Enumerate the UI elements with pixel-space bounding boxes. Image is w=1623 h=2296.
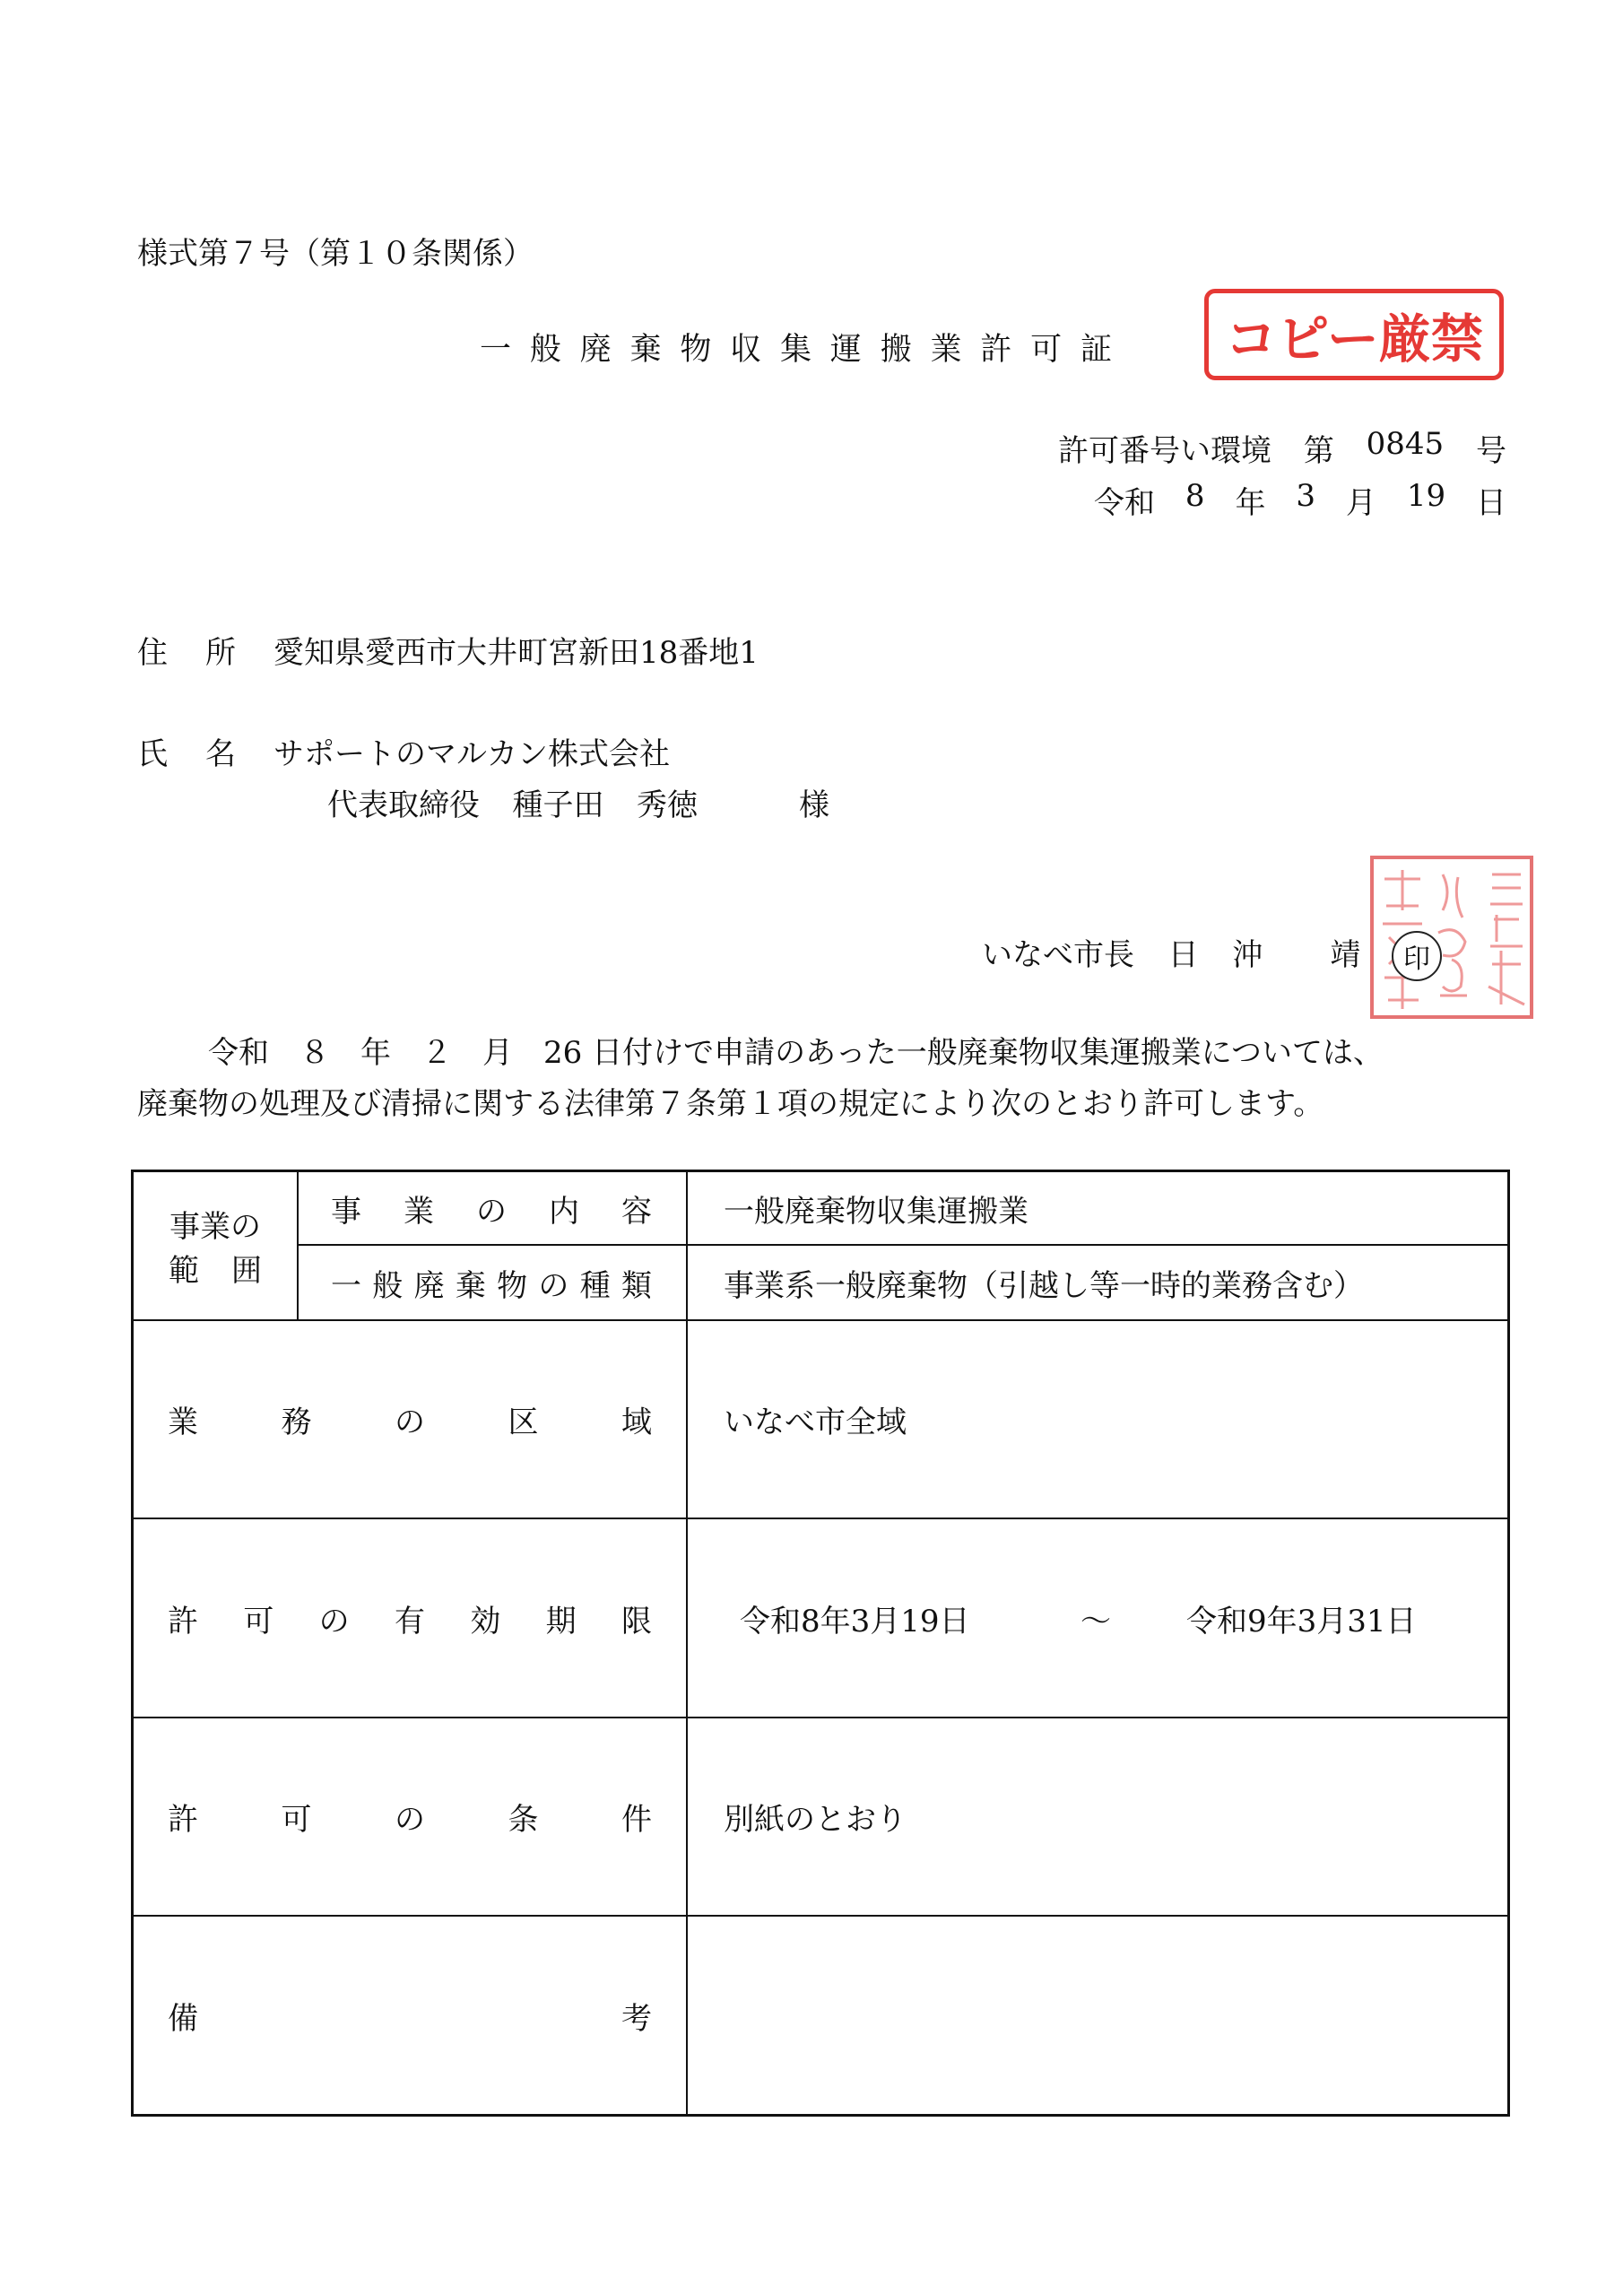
permit-number-value: 0845	[1366, 426, 1445, 462]
title-char: 物	[680, 332, 712, 368]
title-char: 搬	[880, 332, 912, 368]
title-char: 可	[1030, 332, 1063, 368]
label-char: の	[395, 1405, 425, 1440]
issue-date-month: 3	[1296, 478, 1315, 514]
label-char: 事	[331, 1193, 361, 1230]
table-row-label	[134, 1917, 686, 2114]
issuer-name-char: 靖	[1330, 937, 1361, 973]
company-name: サポートのマルカン株式会社	[273, 736, 670, 772]
issuer	[982, 930, 1445, 974]
permit-number-prefix: 許可番号い環境	[1058, 433, 1271, 469]
table-row-label	[297, 1172, 686, 1244]
permit-table	[131, 1170, 1510, 2117]
label-char: 有	[394, 1603, 425, 1639]
title-char: 集	[779, 332, 812, 368]
permit-number-go: 号	[1475, 433, 1506, 469]
issue-date-day-unit: 日	[1475, 485, 1506, 521]
city-seal-text: 三重県いなべ市長之印	[1367, 852, 1376, 853]
representative-title: 代表取締役	[327, 787, 480, 823]
title-char: 運	[829, 332, 862, 368]
body-text-line-1: 令和 ８ 年 ２ 月 26 日付けで申請のあった一般廃棄物収集運搬業については、	[208, 1035, 1384, 1071]
copy-prohibited-stamp: コピー厳禁	[1204, 289, 1504, 380]
label-char: 限	[621, 1603, 652, 1639]
validity-separator: ～	[1081, 1603, 1111, 1639]
label-char: 許	[168, 1603, 198, 1639]
label-char: 務	[281, 1405, 312, 1440]
label-char: 業	[404, 1193, 434, 1230]
label-char: 業	[168, 1405, 198, 1440]
label-char: 件	[621, 1802, 652, 1838]
title-char: 棄	[629, 332, 662, 368]
label-char: の	[476, 1193, 507, 1230]
title-char: 廃	[579, 332, 612, 368]
name-label-char: 名	[205, 736, 236, 772]
permit-number-dai: 第	[1303, 433, 1334, 469]
issuer-name-char: 沖	[1232, 937, 1263, 973]
table-row-label	[134, 1519, 686, 1717]
title-char: 収	[730, 332, 762, 368]
label-char: 般	[372, 1267, 404, 1304]
issue-date-year-unit: 年	[1235, 485, 1266, 521]
issue-date-day: 19	[1406, 478, 1446, 514]
address-value: 愛知県愛西市大井町宮新田18番地1	[273, 635, 759, 671]
validity-from: 令和8年3月19日	[740, 1603, 970, 1639]
seal-mark: 印	[1392, 931, 1442, 981]
label-char: 可	[243, 1603, 274, 1639]
label-char: 効	[470, 1603, 501, 1639]
document-title	[480, 325, 1112, 370]
table-row-value: 別紙のとおり	[724, 1802, 907, 1838]
label-char: 物	[497, 1267, 528, 1304]
scope-label-char: 囲	[231, 1253, 262, 1289]
label-char: 可	[281, 1802, 312, 1838]
representative	[327, 780, 829, 824]
table-row-value: いなべ市全域	[724, 1405, 907, 1440]
label-char: 許	[168, 1802, 198, 1838]
label-char: 区	[508, 1405, 539, 1440]
label-char: 一	[331, 1267, 361, 1304]
scope-label	[134, 1172, 297, 1319]
label-char: 条	[508, 1802, 539, 1838]
permit-number	[1058, 426, 1506, 470]
title-char: 業	[930, 332, 962, 368]
label-char: 考	[621, 2000, 652, 2037]
label-char: 廃	[413, 1267, 445, 1304]
label-char: 備	[168, 2000, 198, 2037]
table-row-label	[134, 1321, 686, 1518]
label-char: 内	[549, 1193, 579, 1230]
scope-label-line-1: 事業の	[169, 1209, 261, 1245]
issue-date-era: 令和	[1094, 485, 1155, 521]
address-label-char: 所	[205, 635, 236, 671]
issue-date-year: 8	[1185, 478, 1205, 514]
representative-given-name: 秀徳	[637, 787, 698, 823]
label-char: 期	[545, 1603, 577, 1639]
address-label-char: 住	[137, 635, 168, 671]
title-char: 般	[529, 332, 561, 368]
issuer-name-char: 日	[1167, 937, 1199, 973]
title-char: 証	[1080, 332, 1112, 368]
label-char: 域	[621, 1405, 652, 1440]
issue-date-month-unit: 月	[1345, 485, 1376, 521]
table-row-value: 一般廃棄物収集運搬業	[724, 1193, 1028, 1230]
form-number: 様式第７号（第１０条関係）	[137, 236, 534, 272]
validity-to: 令和9年3月31日	[1186, 1603, 1417, 1639]
title-char: 一	[480, 332, 512, 368]
table-row-value	[688, 1519, 1508, 1717]
label-char: の	[318, 1603, 350, 1639]
table-row-label	[134, 1718, 686, 1915]
body-text-line-2: 廃棄物の処理及び清掃に関する法律第７条第１項の規定により次のとおり許可します。	[137, 1086, 1324, 1122]
address-label	[137, 628, 236, 672]
label-char: の	[538, 1267, 569, 1304]
label-char: 容	[621, 1193, 652, 1230]
table-row-value: 事業系一般廃棄物（引越し等一時的業務含む）	[724, 1267, 1364, 1304]
honorific: 様	[799, 787, 829, 823]
label-char: 棄	[455, 1267, 486, 1304]
name-label-char: 氏	[137, 736, 168, 772]
representative-surname: 種子田	[512, 787, 604, 823]
label-char: 類	[621, 1267, 652, 1304]
label-char: 種	[579, 1267, 611, 1304]
scope-label-line-2	[169, 1246, 262, 1290]
issuer-title: いなべ市長	[982, 937, 1134, 973]
table-row-label	[297, 1246, 686, 1319]
scope-label-char: 範	[169, 1253, 199, 1289]
label-char: の	[395, 1802, 425, 1838]
title-char: 許	[980, 332, 1012, 368]
table-row-value	[688, 1917, 1508, 2114]
issue-date	[1094, 478, 1506, 522]
name-label	[137, 729, 236, 773]
